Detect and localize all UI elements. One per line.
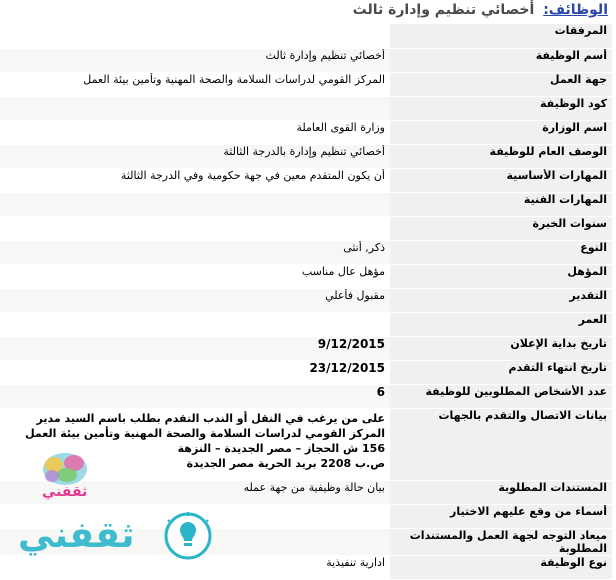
row-value: 6 [0, 384, 390, 408]
row-label: ميعاد التوجه لجهة العمل والمستندات المطلوبة [390, 528, 612, 555]
row-value: 9/12/2015 [0, 336, 390, 360]
row-label: المستندات المطلوبة [390, 480, 612, 504]
row-value [0, 216, 390, 240]
table-row [0, 192, 612, 216]
row-value: المركز القومي لدراسات السلامة والصحة المهنية وتأمين بيئة العمل [0, 72, 390, 96]
watermark-small-text: ثقفني [42, 484, 88, 500]
table-row [0, 360, 612, 384]
row-label: أسماء من وقع عليهم الاختيار [390, 504, 612, 528]
row-label: أسم الوظيفة [390, 48, 612, 72]
table-row [0, 264, 612, 288]
row-value: ادارية تنفيذية [0, 555, 390, 579]
row-value: أخصائي تنظيم وإدارة بالدرجة الثالثة [0, 144, 390, 168]
row-label: المؤهل [390, 264, 612, 288]
table-row [0, 168, 612, 192]
row-value [0, 24, 390, 48]
row-value: مؤهل عال مناسب [0, 264, 390, 288]
row-label: النوع [390, 240, 612, 264]
row-label: المهارات الأساسية [390, 168, 612, 192]
row-label: تاريخ انتهاء التقدم [390, 360, 612, 384]
table-row [0, 288, 612, 312]
row-label: سنوات الخبرة [390, 216, 612, 240]
row-label: عدد الأشخاص المطلوبين للوظيفة [390, 384, 612, 408]
row-value [0, 312, 390, 336]
row-label: نوع الوظيفة [390, 555, 612, 579]
contact-pobox: ص.ب 2208 بريد الحرية مصر الجديدة [186, 456, 385, 470]
table-row [0, 312, 612, 336]
row-value [0, 192, 390, 216]
watermark-big-text: ثقفني [18, 515, 135, 556]
jobs-link[interactable]: الوظائف: [543, 2, 608, 18]
row-label: جهة العمل [390, 72, 612, 96]
table-row [0, 216, 612, 240]
row-value: وزارة القوى العاملة [0, 120, 390, 144]
row-label: العمر [390, 312, 612, 336]
row-value: بيان حالة وظيفية من جهة عمله [0, 480, 390, 504]
row-value [0, 96, 390, 120]
table-row [0, 96, 612, 120]
table-row [0, 72, 612, 96]
row-label: التقدير [390, 288, 612, 312]
contact-text: على من يرغب في النقل أو الندب التقدم بطلب باسم السيد مدير المركز القومي لدراسات السلامة والصحة المهنية وتأمين بيئة العمل 156 ش الحجاز – مصر الجديدة – النزهة [25, 411, 385, 455]
row-label: الوصف العام للوظيفة [390, 144, 612, 168]
table-row [0, 240, 612, 264]
table-row [0, 120, 612, 144]
table-row [0, 24, 612, 48]
row-value: 23/12/2015 [0, 360, 390, 384]
table-row [0, 144, 612, 168]
row-label: بيانات الاتصال والتقدم بالجهات [390, 408, 612, 480]
job-title-heading: أخصائي تنظيم وإدارة ثالث [352, 2, 535, 18]
table-row [0, 48, 612, 72]
row-value: أن يكون المتقدم معين في جهة حكومية وفي الدرجة الثالثة [0, 168, 390, 192]
row-label: اسم الوزارة [390, 120, 612, 144]
row-label: تاريخ بداية الإعلان [390, 336, 612, 360]
row-value: أخصائي تنظيم وإدارة ثالث [0, 48, 390, 72]
page-title [353, 2, 608, 22]
table-row [0, 384, 612, 408]
row-label: كود الوظيفة [390, 96, 612, 120]
table-row [0, 336, 612, 360]
row-value: ذكر, أنثى [0, 240, 390, 264]
row-value: مقبول فأعلي [0, 288, 390, 312]
row-label: المرفقات [390, 24, 612, 48]
row-label: المهارات الفنية [390, 192, 612, 216]
